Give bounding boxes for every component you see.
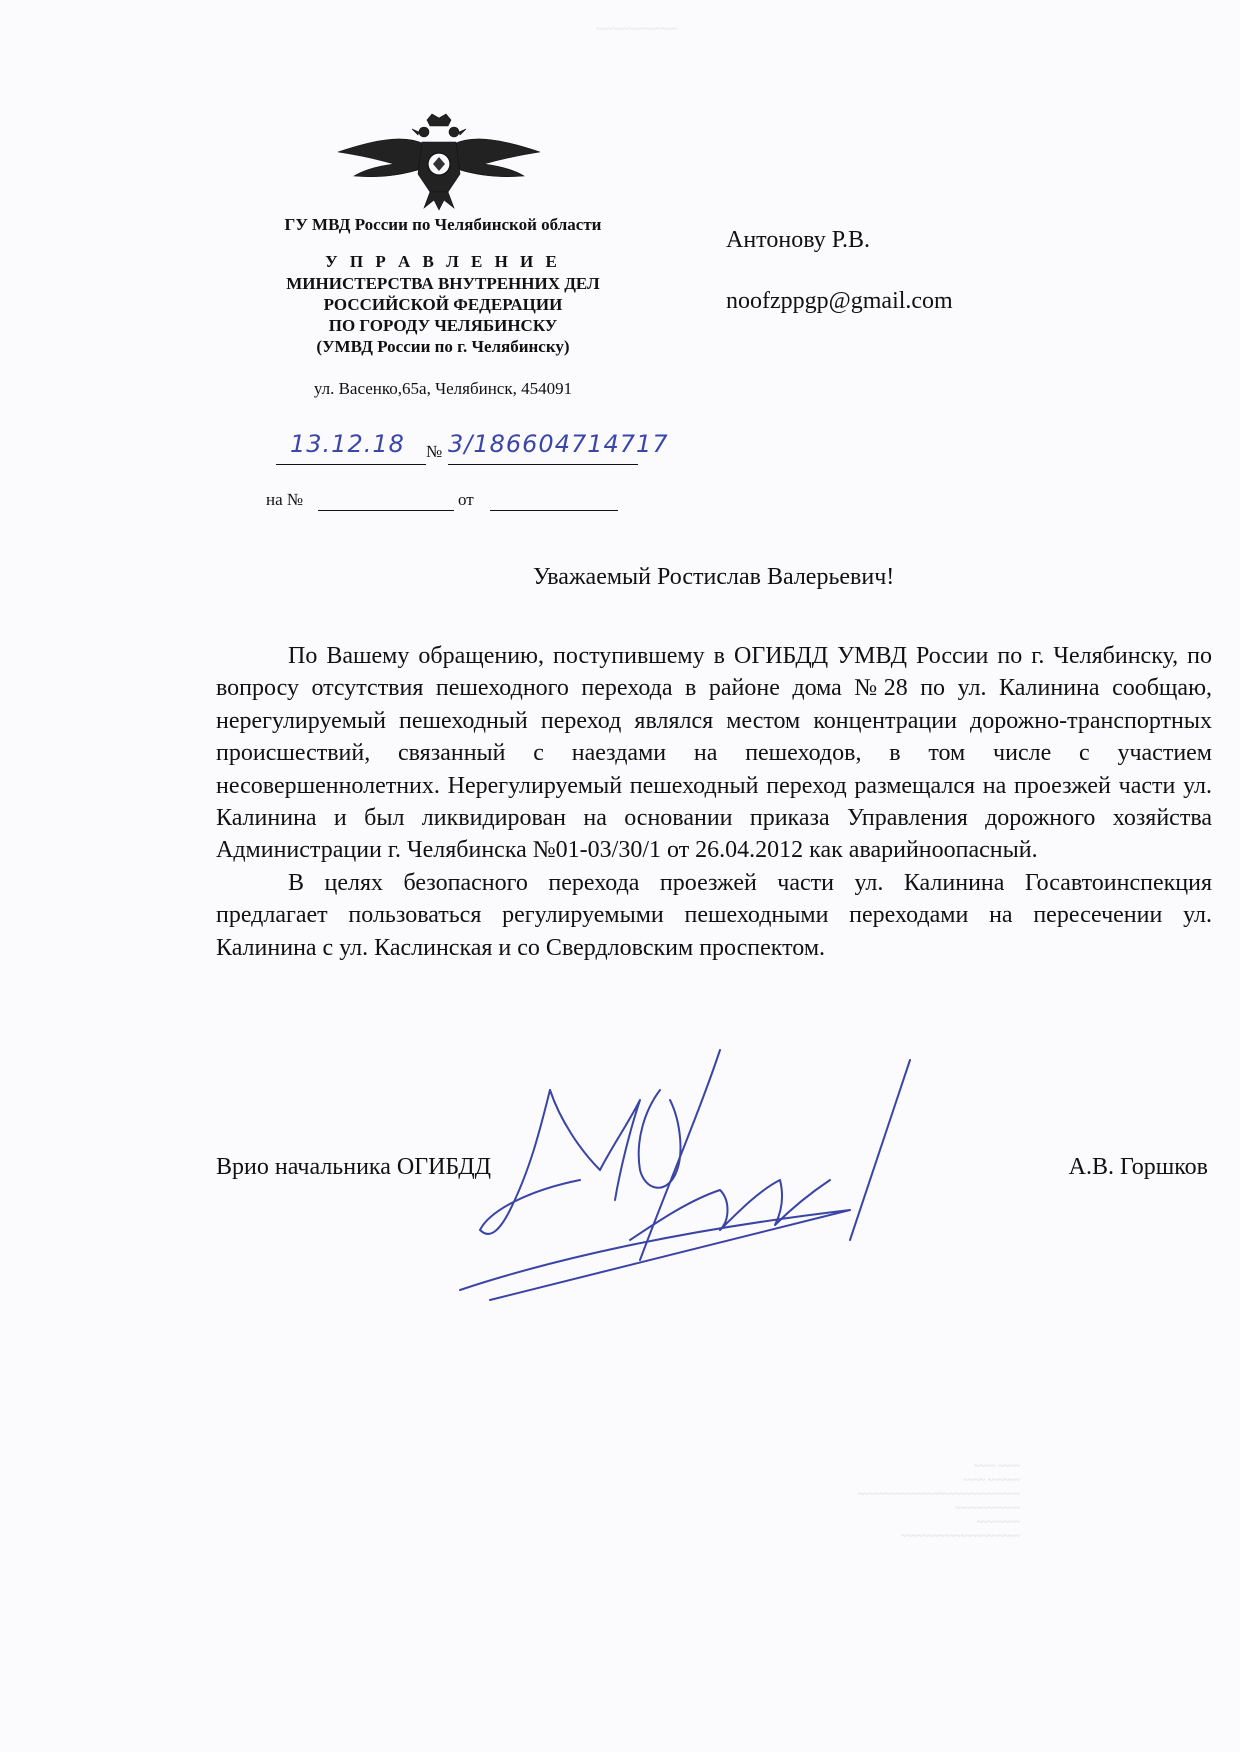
letterhead-department: ГУ МВД России по Челябинской области [284, 215, 602, 234]
addressee-email: noofzppgp@gmail.com [726, 287, 953, 314]
reference-line [266, 490, 666, 516]
reference-date-underline [490, 510, 618, 511]
greeting: Уважаемый Ростислав Валерьевич! [533, 564, 895, 590]
registration-number: 3/186604714717 [448, 430, 669, 458]
faint-show-through-header: ~~~~~~~~~~~~~~~ [596, 24, 678, 35]
body-paragraph-2: В целях безопасного перехода проезжей части ул. Калинина Госавтоинспекция предлагает пользоваться регулируемыми пешеходными переходами на пересечении ул. Калинина с ул. Каслинская и со Свердловским проспектом. [216, 869, 1212, 961]
number-underline [448, 464, 638, 465]
registration-number-label: № [426, 442, 443, 461]
letterhead-address: ул. Васенко,65а, Челябинск, 454091 [313, 378, 573, 398]
addressee-block [726, 226, 953, 316]
letterhead-line-2: МИНИСТЕРСТВА ВНУТРЕННИХ ДЕЛ [286, 273, 600, 293]
letterhead-block [228, 214, 658, 399]
letter-body [216, 640, 1212, 964]
addressee-name: Антонову Р.В. [726, 227, 871, 253]
letterhead-line-1: У П Р А В Л Е Н И Е [325, 252, 561, 272]
reference-number-underline [318, 510, 454, 511]
letterhead-line-4: ПО ГОРОДУ ЧЕЛЯБИНСКУ [328, 316, 558, 335]
registration-date: 13.12.18 [290, 430, 405, 458]
double-headed-eagle-emblem-icon [334, 112, 544, 214]
faint-show-through-notes: ~~~~ ~~~~ ~~~~ ~~~~~~ ~~~~~~~~~~~~~~~~~~~~~~~~~~~~~~ ~~~~~~~~~~~~ ~~~~~~~~ ~~~~~~~~~~~~~~~~~~~~~~ [857, 1461, 1020, 1542]
reference-number-label: на № [266, 490, 304, 509]
handwritten-signature-icon [430, 1040, 990, 1340]
date-underline [276, 464, 426, 465]
signatory-name: А.В. Горшков [1068, 1154, 1208, 1180]
registration-line [256, 430, 676, 468]
signatory-title: Врио начальника ОГИБДД [216, 1154, 492, 1180]
body-paragraph-1: По Вашему обращению, поступившему в ОГИБДД УМВД России по г. Челябинску, по вопросу отсутствия пешеходного перехода в районе дома №28 по ул. Калинина сообщаю, нерегулируемый пешеходный переход являлся местом концентрации дорожно-транспортных происшествий, связанный с наездами на пешеходов, в том числе с участием несовершеннолетних. Нерегулируемый пешеходный переход размещался на проезжей части ул. Калинина и был ликвидирован на основании приказа Управления дорожного хозяйства Администрации г. Челябинска №01-03/30/1 от 26.04.2012 как аварийноопасный. [216, 643, 1212, 864]
letterhead-line-5: (УМВД России по г. Челябинску) [316, 337, 570, 357]
reference-from-label: от [458, 490, 474, 509]
letterhead-line-3: РОССИЙСКОЙ ФЕДЕРАЦИИ [323, 294, 563, 314]
